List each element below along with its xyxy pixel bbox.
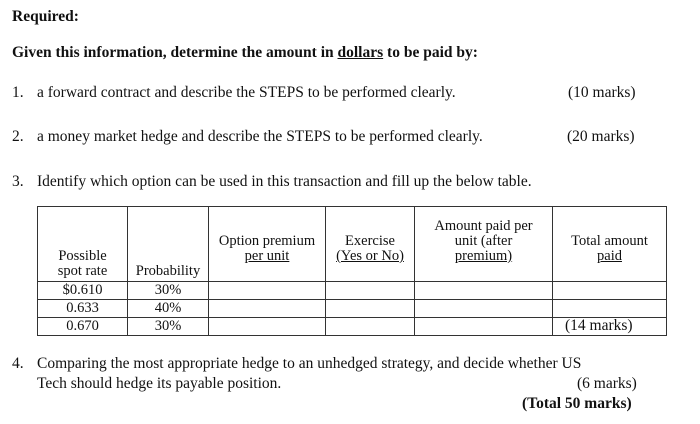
header-amount-line1: Amount paid per (434, 218, 533, 234)
question-3-marks: (14 marks) (565, 317, 633, 334)
question-2-marks: (20 marks) (567, 128, 635, 145)
table-row (38, 300, 667, 318)
question-3-text: Identify which option can be used in this transaction and fill up the below table. (37, 173, 532, 190)
header-amount-line3: premium) (454, 248, 513, 264)
intro-prefix: Given this information, determine the amount in (12, 44, 338, 61)
header-probability-text: Probability (135, 263, 201, 279)
header-exercise-line1: Exercise (345, 233, 395, 249)
question-1-number: 1. (12, 84, 24, 101)
question-2 (12, 128, 483, 146)
header-spot-line1: Possible (58, 248, 107, 264)
table-row (38, 282, 667, 300)
question-2-number: 2. (12, 128, 24, 145)
question-4-marks: (6 marks) (577, 375, 637, 392)
header-spot-line2: spot rate (57, 263, 108, 279)
cell-spot: 0.670 (38, 318, 128, 336)
cell-amount (415, 300, 553, 318)
cell-probability: 40% (128, 300, 209, 318)
table-header-row (38, 207, 667, 282)
cell-premium (209, 318, 326, 336)
cell-spot: 0.633 (38, 300, 128, 318)
header-exercise (326, 207, 415, 282)
header-premium-line2: per unit (244, 248, 290, 264)
cell-exercise (326, 300, 415, 318)
header-amount-paid (415, 207, 553, 282)
cell-total (553, 282, 667, 300)
question-4-number: 4. (12, 355, 24, 372)
cell-probability: 30% (128, 318, 209, 336)
cell-exercise (326, 282, 415, 300)
question-3-number: 3. (12, 173, 24, 190)
question-3 (12, 173, 532, 191)
header-exercise-line2: (Yes or No) (336, 248, 404, 264)
total-marks: (Total 50 marks) (522, 395, 632, 412)
header-total-line1: Total amount (571, 233, 648, 249)
header-amount-line2: unit (after (454, 233, 513, 249)
header-spot-rate (38, 207, 128, 282)
intro-line (12, 44, 478, 62)
header-premium-line1: Option premium (218, 233, 316, 249)
header-total-amount (553, 207, 667, 282)
cell-premium (209, 300, 326, 318)
question-1-text: a forward contract and describe the STEPS to be performed clearly. (37, 84, 456, 101)
cell-premium (209, 282, 326, 300)
header-total-line2: paid (597, 248, 622, 264)
cell-spot: $0.610 (38, 282, 128, 300)
question-2-text: a money market hedge and describe the STEPS to be performed clearly. (37, 128, 483, 145)
question-4 (12, 355, 581, 373)
header-probability (128, 207, 209, 282)
intro-underlined: dollars (337, 44, 384, 61)
question-1 (12, 84, 456, 102)
header-option-premium (209, 207, 326, 282)
question-1-marks: (10 marks) (568, 84, 636, 101)
cell-probability: 30% (128, 282, 209, 300)
intro-suffix: to be paid by: (383, 44, 478, 61)
cell-exercise (326, 318, 415, 336)
heading-required: Required: (12, 8, 79, 25)
cell-amount (415, 282, 553, 300)
cell-amount (415, 318, 553, 336)
question-4-line2: Tech should hedge its payable position. (37, 375, 282, 392)
question-4-line1: Comparing the most appropriate hedge to an unhedged strategy, and decide whether US (37, 355, 582, 372)
cell-total (553, 300, 667, 318)
